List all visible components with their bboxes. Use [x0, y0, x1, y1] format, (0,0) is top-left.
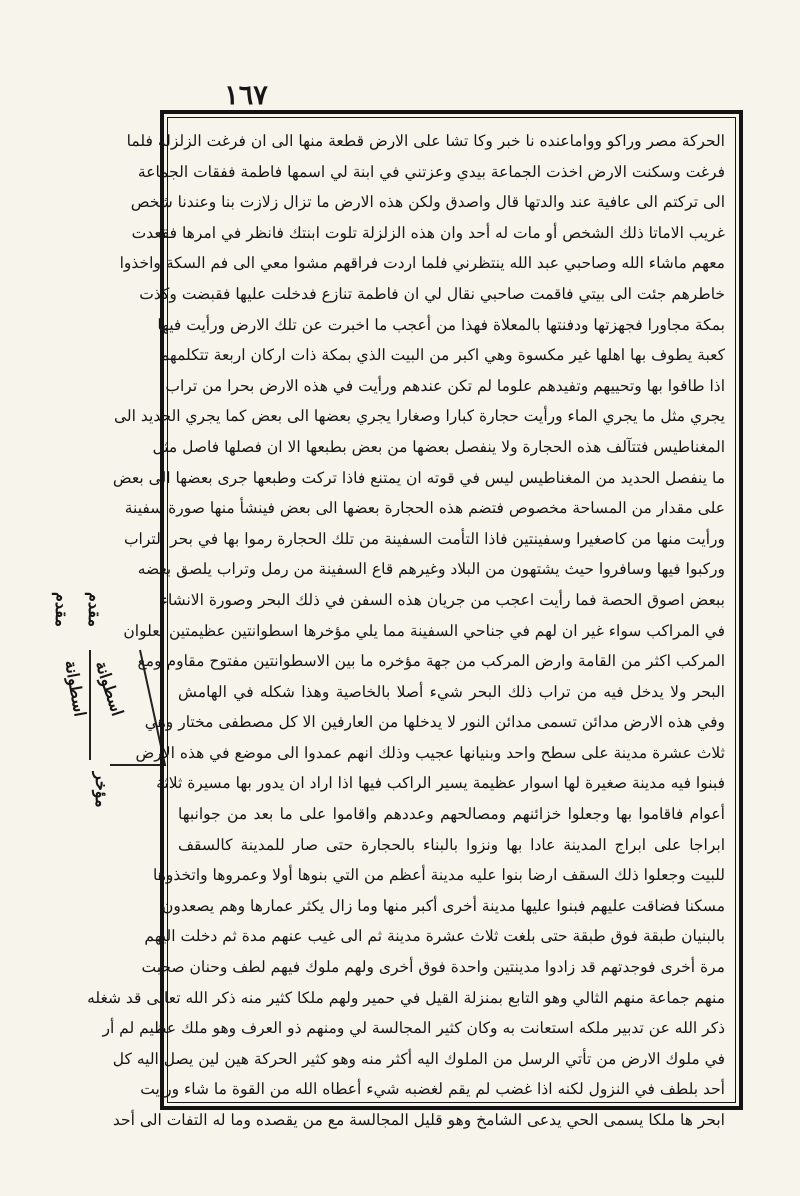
margin-note-front-label: مقدم: [52, 592, 71, 627]
text-line: البحر ولا يدخل فيه من تراب ذلك البحر شيء أصلا بالخاصية وهذا شكله في الهامش: [178, 682, 725, 701]
text-line: بالبنيان طبقة فوق طبقة حتى بلغت ثلاث عشرة مدينة ثم الى غيب عنهم مدة ثم دخلت اليهم: [144, 927, 725, 946]
text-line: الى تركتم الى عافية عند والدتها قال واصدق ولكن هذه الارض ما تزال زلازت بنا وعندنا شخص: [130, 193, 725, 212]
page-number: ١٦٧: [224, 80, 268, 111]
text-line: وركبوا فيها وسافروا حيث يشتهون من البلاد وغيرهم قاع السفينة من رمل وتراب يلصق بعضه: [137, 560, 725, 579]
text-line: معهم ماشاء الله وصاحبي عبد الله ينتظرني فلما اردت فراقهم مشوا معي الى فم السكة واخذوا: [119, 254, 725, 273]
text-line: يجري مثل ما يجري الماء ورأيت حجارة كبارا وصغارا يجري بعضها الى بعض كما يجري الحديد الى: [114, 407, 725, 426]
text-line: للبيت وجعلوا ذلك السقف ارضا بنوا عليه مدينة أعظم من التي بنوها أولا وعمروها واتخذوها: [152, 866, 725, 885]
text-line: اذا طافوا بها وتحييهم وتفيدهم علوما لم تكن عندهم ورأيت في هذه الارض بحرا من تراب: [165, 376, 725, 395]
text-line: على مقدار من المساحة مخصوص فتضم هذه الحجارة بعضها الى بعض فينشأ منها صورة سفينة: [124, 499, 725, 518]
margin-note-front-label-2: مقدم: [85, 592, 104, 627]
text-line: خاطرهم جئت الى بيتي فاقمت صاحبي نقال لي ان فاطمة تنازع فدخلت عليها فقبضت وكذت: [139, 284, 725, 303]
text-line: منهم جماعة منهم الثالي وهو التابع بمنزلة القيل في حمير ولهم ملكا كثير منه ذكر الله تعالى قد شغله: [87, 988, 725, 1007]
text-line: أحد بلطف في النزول لكنه اذا غضب لم يقم لغضبه شيء أعطاه الله من القوة ما شاء ورأيت: [140, 1080, 725, 1099]
text-line: فرغت وسكنت الارض اخذت الجماعة بيدي وعزتني في ابنة لي اسمها فاطمة ففقات الجماعة: [137, 162, 725, 181]
text-line: ذكر الله عن تدبير ملكه استعانت به وكان كثير المجالسة لي ومنهم ذو العرف وهو ملك عظيم لم أر: [102, 1019, 725, 1038]
text-line: فبنوا فيه مدينة صغيرة لها اسوار عظيمة يسير الراكب فيها اذا اراد ان يدور بها مسيرة ثلاثة: [156, 774, 725, 793]
text-line: وفي هذه الارض مدائن تسمى مدائن النور لا يدخلها من العارفين الا كل مصطفى مختار وهي: [144, 713, 725, 732]
margin-note-rear-label: مؤخر: [92, 772, 111, 808]
margin-note-column-2: اسطوانة: [91, 658, 128, 719]
margin-note-column-1: اسطوانة: [61, 658, 90, 718]
text-line: أعوام فاقاموا بها وجعلوا خزائنهم ومصالحهم وعددهم واقاموا على ما بعد من جوانبها: [178, 805, 725, 824]
text-line: ورأيت منها من كاصغيرا وسفينتين فاذا التأمت السفينة من تلك الحجارة رموا بها في بحر التراب: [123, 529, 725, 548]
text-line: ابراجا على ابراج المدينة عادا بها ونزوا بالبناء بالحجارة حتى صار للمدينة كالسقف: [178, 835, 725, 854]
text-line: ما ينفصل الحديد من المغناطيس ليس في قوته ان يمتنع فاذا تركت وطبعها جرى بعضها الى بعض: [112, 468, 725, 487]
text-line: الحركة مصر وراكو وواماعنده نا خبر وكا تشا على الارض قطعة منها الى ان فرغت الزلزلة فلما: [126, 132, 725, 150]
text-line: بمكة مجاورا فجهزتها ودفنتها بالمعلاة فهذا من أعجب ما اخبرت عن تلك الارض ورأيت فيها: [157, 315, 725, 334]
text-line: مسكنا فضاقت عليهم فبنوا عليها مدينة أخرى أكبر منها وما زال يكثر عمارها وهم يصعدون: [161, 896, 725, 915]
text-line: المركب اكثر من القامة وارض المركب من جهة مؤخره ما بين الاسطوانتين مفتوح مقاوم ومع: [137, 652, 725, 671]
text-line: في ملوك الارض من تأتي الرسل من الملوك اليه أكثر منه وهو كثير الحركة هين لين يصل اليه كل: [112, 1049, 725, 1068]
text-line: ثلاث عشرة مدينة على سطح واحد وبنيانها عجيب وذلك انهم عمدوا الى موضع في هذه الارض: [135, 743, 725, 762]
text-line: ابحر ها ملكا يسمى الحي يدعى الشامخ وهو قليل المجالسة مع من يقصده وما له التفات الى أحد: [112, 1111, 725, 1129]
text-line: ببعض اصوق الحصة فما رأيت اعجب من جريان هذه السفن في ذلك البحر وصورة الانشاء: [160, 590, 725, 609]
text-line: المغناطيس فتتآلف هذه الحجارة ولا ينفصل بعضها من بعض بطبعها الا ان فصلها فاصل مثل: [152, 437, 725, 456]
text-line: غريب الاماتا ذلك الشخص أو مات له أحد وان هذه الزلزلة تلوت ابنتك فانظر في امرها فقعدت: [131, 223, 725, 242]
text-line: كعبة يطوف بها اهلها غير مكسوة وهي اكبر من البيت الذي بمكة ذات اركان اربعة تتكلمهم: [159, 346, 725, 365]
text-line: مرة أخرى فوجدتهم قد زادوا مدينتين واحدة فوق أخرى ولهم ملوك فيهم لطف وحنان صحبت: [141, 958, 725, 977]
text-line: في المراكب سواء غير ان لهم في جناحي السفينة مما يلي مؤخرها اسطوانتين عظيمتين تعلوان: [123, 621, 725, 640]
